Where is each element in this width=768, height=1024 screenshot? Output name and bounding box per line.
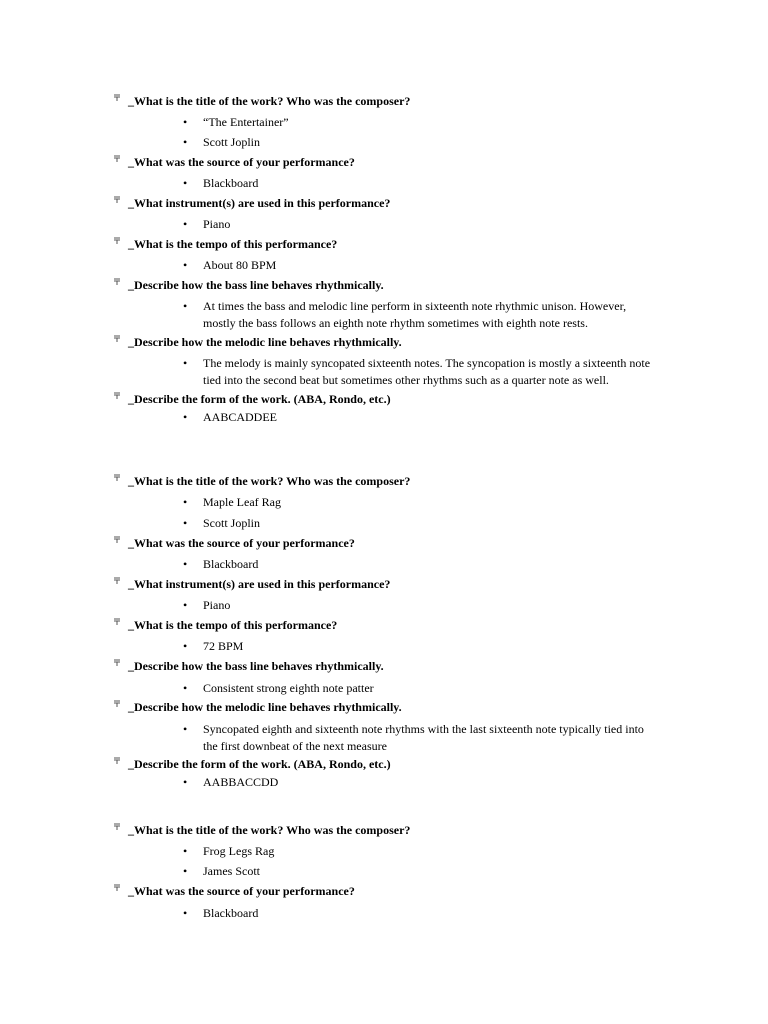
- question-text: _What instrument(s) are used in this performance?: [128, 196, 391, 210]
- bullet-icon: •: [183, 176, 188, 190]
- question-text: _Describe how the bass line behaves rhythmically.: [128, 659, 384, 673]
- checkbox-marker-icon: [113, 756, 121, 765]
- question-line: [113, 278, 384, 292]
- bullet-icon: •: [183, 410, 188, 424]
- question-text: _Describe the form of the work. (ABA, Rondo, etc.): [128, 757, 391, 771]
- checkbox-marker-icon: [113, 277, 121, 286]
- answer-item: • Scott Joplin: [183, 135, 261, 149]
- answer-item: • Piano: [183, 598, 231, 612]
- question-line: [113, 884, 355, 898]
- checkbox-marker-icon: [113, 473, 121, 482]
- bullet-icon: •: [183, 217, 188, 231]
- question-text: _What is the title of the work? Who was the composer?: [128, 474, 411, 488]
- answer-item: • “The Entertainer”: [183, 115, 289, 129]
- question-text: _What instrument(s) are used in this performance?: [128, 577, 391, 591]
- question-line: [113, 392, 391, 406]
- question-line: [113, 474, 410, 488]
- bullet-icon: •: [183, 844, 188, 858]
- question-text: _Describe how the melodic line behaves rhythmically.: [128, 700, 402, 714]
- answer-item: • James Scott: [183, 864, 260, 878]
- checkbox-marker-icon: [113, 535, 121, 544]
- bullet-icon: •: [183, 906, 188, 920]
- bullet-icon: •: [183, 775, 188, 789]
- question-line: [113, 618, 337, 632]
- bullet-icon: •: [183, 115, 188, 129]
- checkbox-marker-icon: [113, 699, 121, 708]
- answer-item: • Scott Joplin: [183, 516, 261, 530]
- answer-item: • Maple Leaf Rag: [183, 495, 281, 509]
- question-text: _Describe how the bass line behaves rhythmically.: [128, 278, 384, 292]
- bullet-icon: •: [183, 681, 188, 695]
- answer-item: • AABCADDEE: [183, 410, 277, 424]
- question-text: _What is the tempo of this performance?: [128, 618, 338, 632]
- answer-item: • Frog Legs Rag: [183, 844, 275, 858]
- bullet-icon: •: [183, 516, 188, 530]
- bullet-icon: •: [183, 135, 188, 149]
- checkbox-marker-icon: [113, 883, 121, 892]
- answer-item: • The melody is mainly syncopated sixteenth notes. The syncopation is mostly a sixteenth note tied into the second beat but sometimes other rhythms such as a quarter note as well.: [183, 356, 651, 387]
- checkbox-marker-icon: [113, 822, 121, 831]
- question-line: [113, 823, 410, 837]
- question-text: _What is the title of the work? Who was the composer?: [128, 823, 411, 837]
- checkbox-marker-icon: [113, 236, 121, 245]
- question-line: [113, 757, 391, 771]
- answer-item: • Syncopated eighth and sixteenth note rhythms with the last sixteenth note typically tied into the first downbeat of the next measure: [183, 722, 644, 753]
- question-text: _Describe the form of the work. (ABA, Rondo, etc.): [128, 392, 391, 406]
- bullet-icon: •: [183, 258, 188, 272]
- answer-item: • 72 BPM: [183, 639, 244, 653]
- question-text: _What was the source of your performance?: [128, 155, 355, 169]
- answer-item: • Blackboard: [183, 176, 259, 190]
- question-line: [113, 155, 355, 169]
- answer-item: • Blackboard: [183, 557, 259, 571]
- checkbox-marker-icon: [113, 154, 121, 163]
- checkbox-marker-icon: [113, 93, 121, 102]
- question-line: [113, 659, 384, 673]
- answer-item: • Piano: [183, 217, 231, 231]
- checkbox-marker-icon: [113, 617, 121, 626]
- question-line: [113, 196, 390, 210]
- question-text: _What is the tempo of this performance?: [128, 237, 338, 251]
- question-line: [113, 237, 337, 251]
- question-text: _What was the source of your performance?: [128, 884, 355, 898]
- answer-item: • At times the bass and melodic line perform in sixteenth note rhythmic unison. However, mostly the bass follows an eighth note rhythm sometimes with eighth note rests.: [183, 299, 627, 330]
- checkbox-marker-icon: [113, 391, 121, 400]
- checkbox-marker-icon: [113, 334, 121, 343]
- question-line: [113, 577, 390, 591]
- question-line: [113, 700, 402, 714]
- bullet-icon: •: [183, 598, 188, 612]
- bullet-icon: •: [183, 639, 188, 653]
- bullet-icon: •: [183, 557, 188, 571]
- checkbox-marker-icon: [113, 576, 121, 585]
- bullet-icon: •: [183, 722, 188, 736]
- answer-item: • AABBACCDD: [183, 775, 279, 789]
- answer-item: • About 80 BPM: [183, 258, 277, 272]
- bullet-icon: •: [183, 299, 188, 313]
- checkbox-marker-icon: [113, 658, 121, 667]
- question-text: _Describe how the melodic line behaves rhythmically.: [128, 335, 402, 349]
- bullet-icon: •: [183, 495, 188, 509]
- question-text: _What is the title of the work? Who was the composer?: [128, 94, 411, 108]
- answer-item: • Blackboard: [183, 906, 259, 920]
- question-line: [113, 94, 410, 108]
- checkbox-marker-icon: [113, 195, 121, 204]
- question-text: _What was the source of your performance?: [128, 536, 355, 550]
- question-line: [113, 335, 402, 349]
- bullet-icon: •: [183, 356, 188, 370]
- bullet-icon: •: [183, 864, 188, 878]
- question-line: [113, 536, 355, 550]
- answer-item: • Consistent strong eighth note patter: [183, 681, 374, 695]
